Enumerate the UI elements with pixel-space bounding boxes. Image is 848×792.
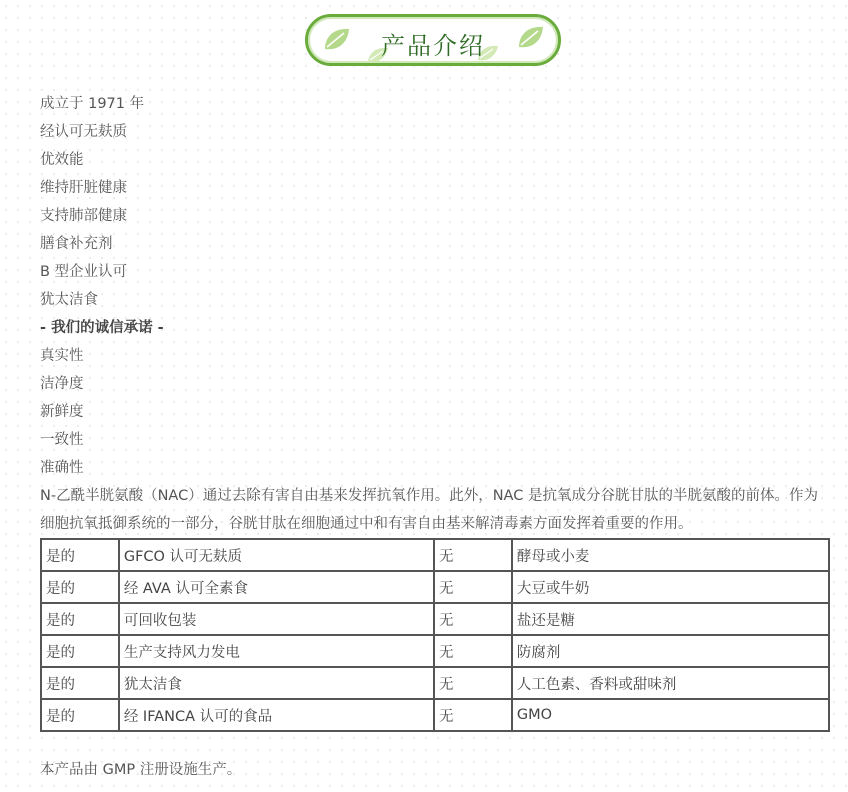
promise-item: 准确性 [40, 460, 84, 476]
table-row [41, 539, 829, 571]
feature-item: B 型企业认可 [40, 264, 128, 280]
table-cell: 犹太洁食 [119, 667, 434, 699]
table-cell: 是的 [41, 571, 119, 603]
table-cell: 是的 [41, 667, 119, 699]
table-cell: 经 AVA 认可全素食 [119, 571, 434, 603]
table-cell: 生产支持风力发电 [119, 635, 434, 667]
footer-note: 本产品由 GMP 注册设施生产。 [40, 762, 242, 778]
table-cell: 是的 [41, 539, 119, 571]
table-cell: 是的 [41, 603, 119, 635]
table-row [41, 571, 829, 603]
table-cell: 是的 [41, 635, 119, 667]
promise-item: 一致性 [40, 432, 84, 448]
table-cell: 大豆或牛奶 [512, 571, 829, 603]
feature-item: 支持肺部健康 [40, 208, 127, 224]
product-intro [40, 90, 832, 538]
table-cell: 酵母或小麦 [512, 539, 829, 571]
table-cell: 盐还是糖 [512, 603, 829, 635]
table-cell: 无 [434, 571, 512, 603]
table-row [41, 699, 829, 731]
features-table [40, 538, 830, 732]
promise-item: 新鲜度 [40, 404, 84, 420]
table-cell: 防腐剂 [512, 635, 829, 667]
promise-item: 洁净度 [40, 376, 84, 392]
table-cell: 经 IFANCA 认可的食品 [119, 699, 434, 731]
table-row [41, 635, 829, 667]
table-cell: 无 [434, 699, 512, 731]
table-cell: 无 [434, 667, 512, 699]
page-title: 产品介绍 [381, 32, 485, 60]
promise-heading: - 我们的诚信承诺 - [40, 320, 164, 336]
feature-item: 维持肝脏健康 [40, 180, 127, 196]
title-badge [305, 14, 561, 66]
table-cell: 是的 [41, 699, 119, 731]
description-paragraph: N-乙酰半胱氨酸（NAC）通过去除有害自由基来发挥抗氧作用。此外，NAC 是抗氧成分谷胱甘肽的半胱氨酸的前体。作为细胞抗氧抵御系统的一部分，谷胱甘肽在细胞通过中和有害自由基来解清毒素方面发挥着重要的作用。 [40, 488, 818, 532]
feature-item: 犹太洁食 [40, 292, 98, 308]
feature-item: 成立于 1971 年 [40, 96, 145, 112]
table-cell: GMO [512, 699, 829, 731]
table-cell: 可回收包装 [119, 603, 434, 635]
feature-item: 膳食补充剂 [40, 236, 113, 252]
feature-item: 优效能 [40, 152, 84, 168]
table-row [41, 667, 829, 699]
feature-item: 经认可无麸质 [40, 124, 127, 140]
table-cell: 无 [434, 603, 512, 635]
table-row [41, 603, 829, 635]
table-cell: 无 [434, 539, 512, 571]
promise-item: 真实性 [40, 348, 84, 364]
table-cell: GFCO 认可无麸质 [119, 539, 434, 571]
table-cell: 无 [434, 635, 512, 667]
table-cell: 人工色素、香料或甜味剂 [512, 667, 829, 699]
